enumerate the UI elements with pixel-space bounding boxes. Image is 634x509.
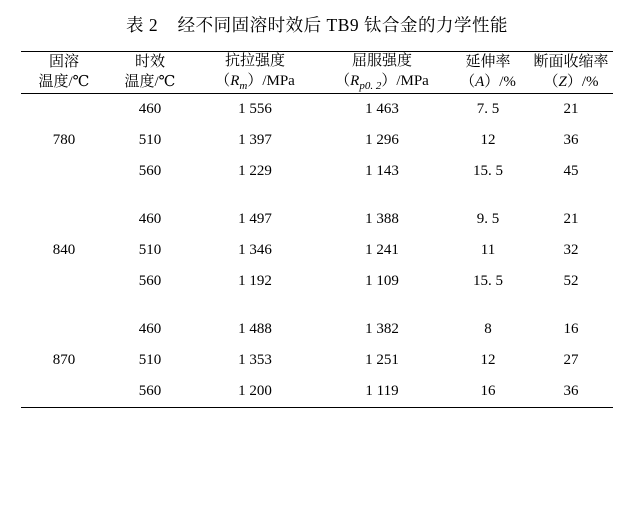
cell-elongation: 12 bbox=[480, 132, 496, 149]
cell-reduction: 36 bbox=[563, 132, 579, 149]
spacer-cell bbox=[21, 187, 107, 204]
spacer-cell bbox=[529, 297, 613, 314]
cell-tensile: 1 200 bbox=[238, 383, 272, 400]
table-row bbox=[21, 204, 613, 235]
table-body bbox=[21, 94, 613, 408]
group-spacer bbox=[21, 297, 613, 314]
cell-elongation: 15. 5 bbox=[473, 163, 503, 180]
cell-solution-temp: 870 bbox=[52, 352, 76, 369]
cell-yield: 1 296 bbox=[365, 132, 399, 149]
table-header bbox=[21, 52, 613, 94]
cell-elongation: 15. 5 bbox=[473, 273, 503, 290]
cell-reduction: 27 bbox=[563, 352, 579, 369]
spacer-cell bbox=[317, 187, 447, 204]
spacer-cell bbox=[193, 187, 317, 204]
cell-yield: 1 143 bbox=[365, 163, 399, 180]
group-spacer bbox=[21, 187, 613, 204]
spacer-cell bbox=[193, 297, 317, 314]
cell-elongation: 9. 5 bbox=[476, 211, 500, 228]
cell-reduction: 32 bbox=[563, 242, 579, 259]
cell-aging-temp: 510 bbox=[138, 132, 162, 149]
cell-yield: 1 388 bbox=[365, 211, 399, 228]
cell-aging-temp: 460 bbox=[138, 211, 162, 228]
cell-elongation: 7. 5 bbox=[447, 94, 529, 126]
spacer-cell bbox=[529, 187, 613, 204]
table-row bbox=[21, 345, 613, 376]
table-row bbox=[21, 314, 613, 345]
cell-reduction: 52 bbox=[563, 273, 579, 290]
cell-aging-temp: 510 bbox=[138, 242, 162, 259]
cell-yield: 1 241 bbox=[365, 242, 399, 259]
table-row bbox=[21, 94, 613, 126]
cell-elongation: 8 bbox=[484, 321, 492, 338]
mechanical-properties-table bbox=[21, 51, 613, 408]
cell-aging-temp: 560 bbox=[138, 273, 162, 290]
table-row bbox=[21, 235, 613, 266]
cell-reduction: 36 bbox=[563, 383, 579, 400]
cell-solution-temp: 780 bbox=[21, 94, 107, 188]
cell-elongation: 16 bbox=[480, 383, 496, 400]
cell-reduction: 21 bbox=[529, 94, 613, 126]
cell-tensile: 1 192 bbox=[238, 273, 272, 290]
cell-yield: 1 119 bbox=[365, 383, 399, 400]
spacer-cell bbox=[447, 187, 529, 204]
header-row bbox=[21, 52, 613, 94]
header-aging-temp: 时效 温度/℃ bbox=[107, 52, 193, 94]
table-row bbox=[21, 376, 613, 408]
cell-tensile: 1 346 bbox=[238, 242, 272, 259]
spacer-cell bbox=[447, 297, 529, 314]
cell-reduction: 21 bbox=[563, 211, 579, 228]
spacer-cell bbox=[21, 297, 107, 314]
cell-aging-temp: 560 bbox=[138, 383, 162, 400]
cell-elongation: 11 bbox=[480, 242, 496, 259]
cell-aging-temp: 460 bbox=[138, 321, 162, 338]
cell-aging-temp: 460 bbox=[107, 94, 193, 126]
header-tensile-strength: 抗拉强度 $(R_m)$/MPa bbox=[193, 52, 317, 94]
header-solution-temp: 固溶 温度/℃ bbox=[21, 52, 107, 94]
cell-yield: 1 382 bbox=[365, 321, 399, 338]
cell-tensile: 1 488 bbox=[238, 321, 272, 338]
table-caption: 表 2 经不同固溶时效后 TB9 钛合金的力学性能 bbox=[126, 15, 508, 35]
header-yield-strength: 屈服强度 $(R_{p0. 2})$/MPa bbox=[317, 52, 447, 94]
cell-aging-temp: 560 bbox=[138, 163, 162, 180]
cell-yield: 1 109 bbox=[365, 273, 399, 290]
spacer-cell bbox=[107, 187, 193, 204]
header-reduction-of-area: 断面收缩率 （Z）/% bbox=[529, 52, 613, 94]
cell-yield: 1 463 bbox=[317, 94, 447, 126]
cell-aging-temp: 510 bbox=[138, 352, 162, 369]
cell-tensile: 1 229 bbox=[238, 163, 272, 180]
spacer-cell bbox=[317, 297, 447, 314]
cell-tensile: 1 397 bbox=[238, 132, 272, 149]
cell-reduction: 45 bbox=[563, 163, 579, 180]
cell-tensile: 1 497 bbox=[238, 211, 272, 228]
cell-elongation: 12 bbox=[480, 352, 496, 369]
cell-reduction: 16 bbox=[563, 321, 579, 338]
cell-tensile: 1 556 bbox=[193, 94, 317, 126]
cell-tensile: 1 353 bbox=[238, 352, 272, 369]
table-row bbox=[21, 266, 613, 297]
spacer-cell bbox=[107, 297, 193, 314]
header-elongation: 延伸率 （A）/% bbox=[447, 52, 529, 94]
cell-solution-temp: 840 bbox=[52, 242, 76, 259]
cell-yield: 1 251 bbox=[365, 352, 399, 369]
table-row bbox=[21, 125, 613, 156]
table-row bbox=[21, 156, 613, 187]
